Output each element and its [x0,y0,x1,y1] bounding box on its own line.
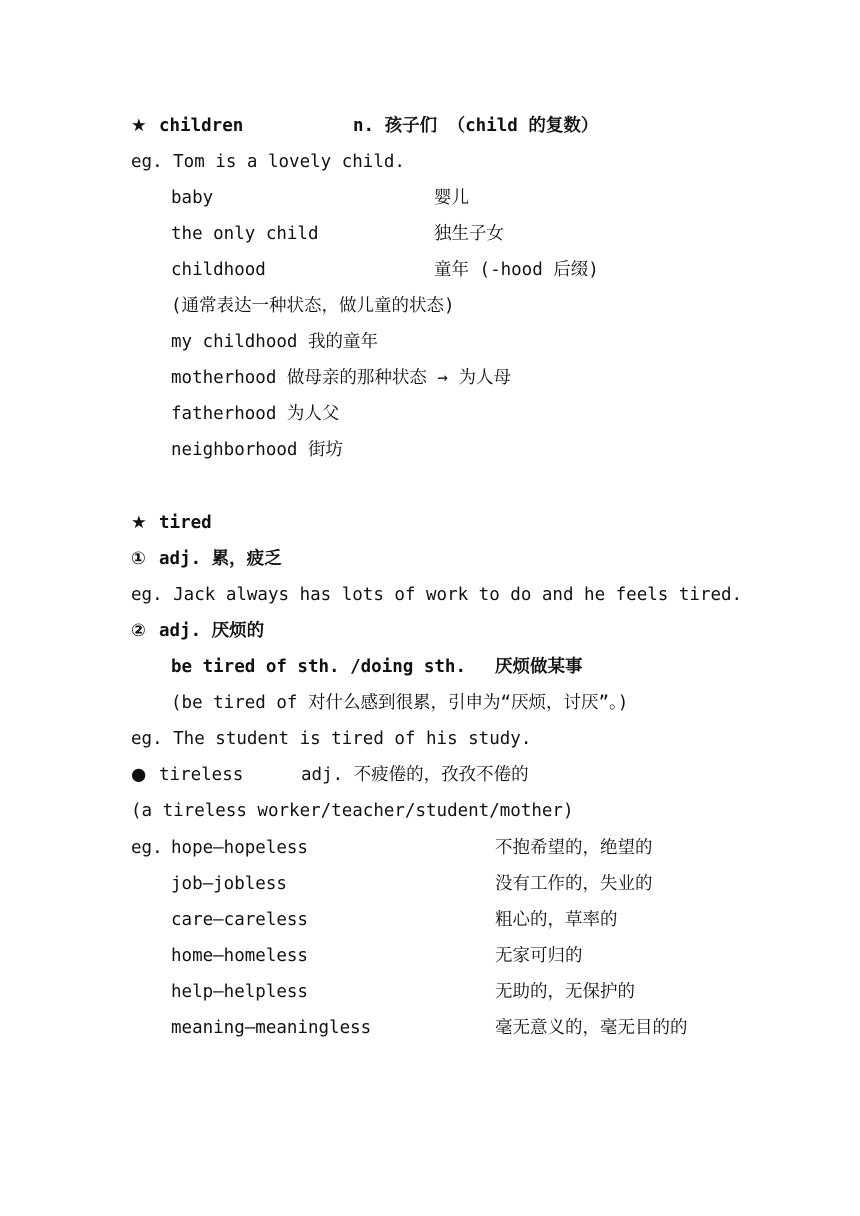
entry-heading-tired [131,511,212,535]
bullet-dot-icon: ● [131,765,147,785]
definition: n. 孩子们 （child 的复数） [353,116,599,136]
word-pair-meaning: 没有工作的，失业的 [495,874,653,894]
usage-note: (be tired of 对什么感到很累，引申为“厌烦，讨厌”。) [171,693,629,713]
word-pair [171,944,731,968]
vocab-term: childhood [171,260,266,280]
sense-2 [131,619,264,643]
word-pair [171,1016,751,1040]
circled-one-icon: ① [131,549,146,569]
word-pair-term: meaning—meaningless [171,1018,372,1038]
word-pair-meaning: 无家可归的 [495,946,583,966]
derived-word [131,763,631,787]
headword: tired [159,513,212,533]
sense-1 [131,547,282,571]
word-pair-meaning: 不抱希望的，绝望的 [495,838,653,858]
phrase-meaning: 厌烦做某事 [495,657,583,677]
example-sentence: eg. Jack always has lots of work to do and he feels tired. [131,585,743,605]
derived-word-term: tireless [159,765,244,785]
vocab-meaning: 独生子女 [434,224,504,244]
phrase-entry [171,655,671,679]
example-sentence: eg. Tom is a lovely child. [131,152,405,172]
phrase: be tired of sth. /doing sth. [171,657,467,677]
vocab-meaning: 童年 (-hood 后缀) [434,260,599,280]
phrase-line: my childhood 我的童年 [171,332,378,352]
derived-word-definition: adj. 不疲倦的，孜孜不倦的 [301,765,529,785]
usage-note: (a tireless worker/teacher/student/mother) [131,801,574,821]
word-pair-meaning: 毫无意义的，毫无目的的 [495,1018,688,1038]
vocab-pair [171,186,571,210]
word-pair-term: home—homeless [171,946,308,966]
phrase-line: fatherhood 为人父 [171,404,340,424]
sense-definition: adj. 厌烦的 [159,621,265,641]
phrase-line: neighborhood 街坊 [171,440,343,460]
phrase-line: motherhood 做母亲的那种状态 → 为人母 [171,368,512,388]
word-pair-meaning: 无助的，无保护的 [495,982,635,1002]
star-icon: ★ [131,116,147,136]
star-icon: ★ [131,513,147,533]
word-pair [171,980,731,1004]
vocab-meaning: 婴儿 [434,188,469,208]
word-pair-meaning: 粗心的，草率的 [495,910,618,930]
word-pair [171,872,731,896]
sense-definition: adj. 累，疲乏 [159,549,282,569]
entry-heading-children [131,114,599,138]
word-pair [171,908,731,932]
circled-two-icon: ② [131,621,146,641]
usage-note: (通常表达一种状态，做儿童的状态) [171,296,455,316]
vocab-term: baby [171,188,214,208]
word-pair-term: care—careless [171,910,308,930]
headword: children [159,116,244,136]
eg-label: eg. [131,838,163,858]
vocab-pair [171,258,631,282]
word-pair-term: job—jobless [171,874,287,894]
vocab-term: the only child [171,224,319,244]
vocab-pair [171,222,571,246]
word-pair [131,836,731,860]
word-pair-term: help—helpless [171,982,308,1002]
example-sentence: eg. The student is tired of his study. [131,729,532,749]
word-pair-term: hope—hopeless [171,838,308,858]
